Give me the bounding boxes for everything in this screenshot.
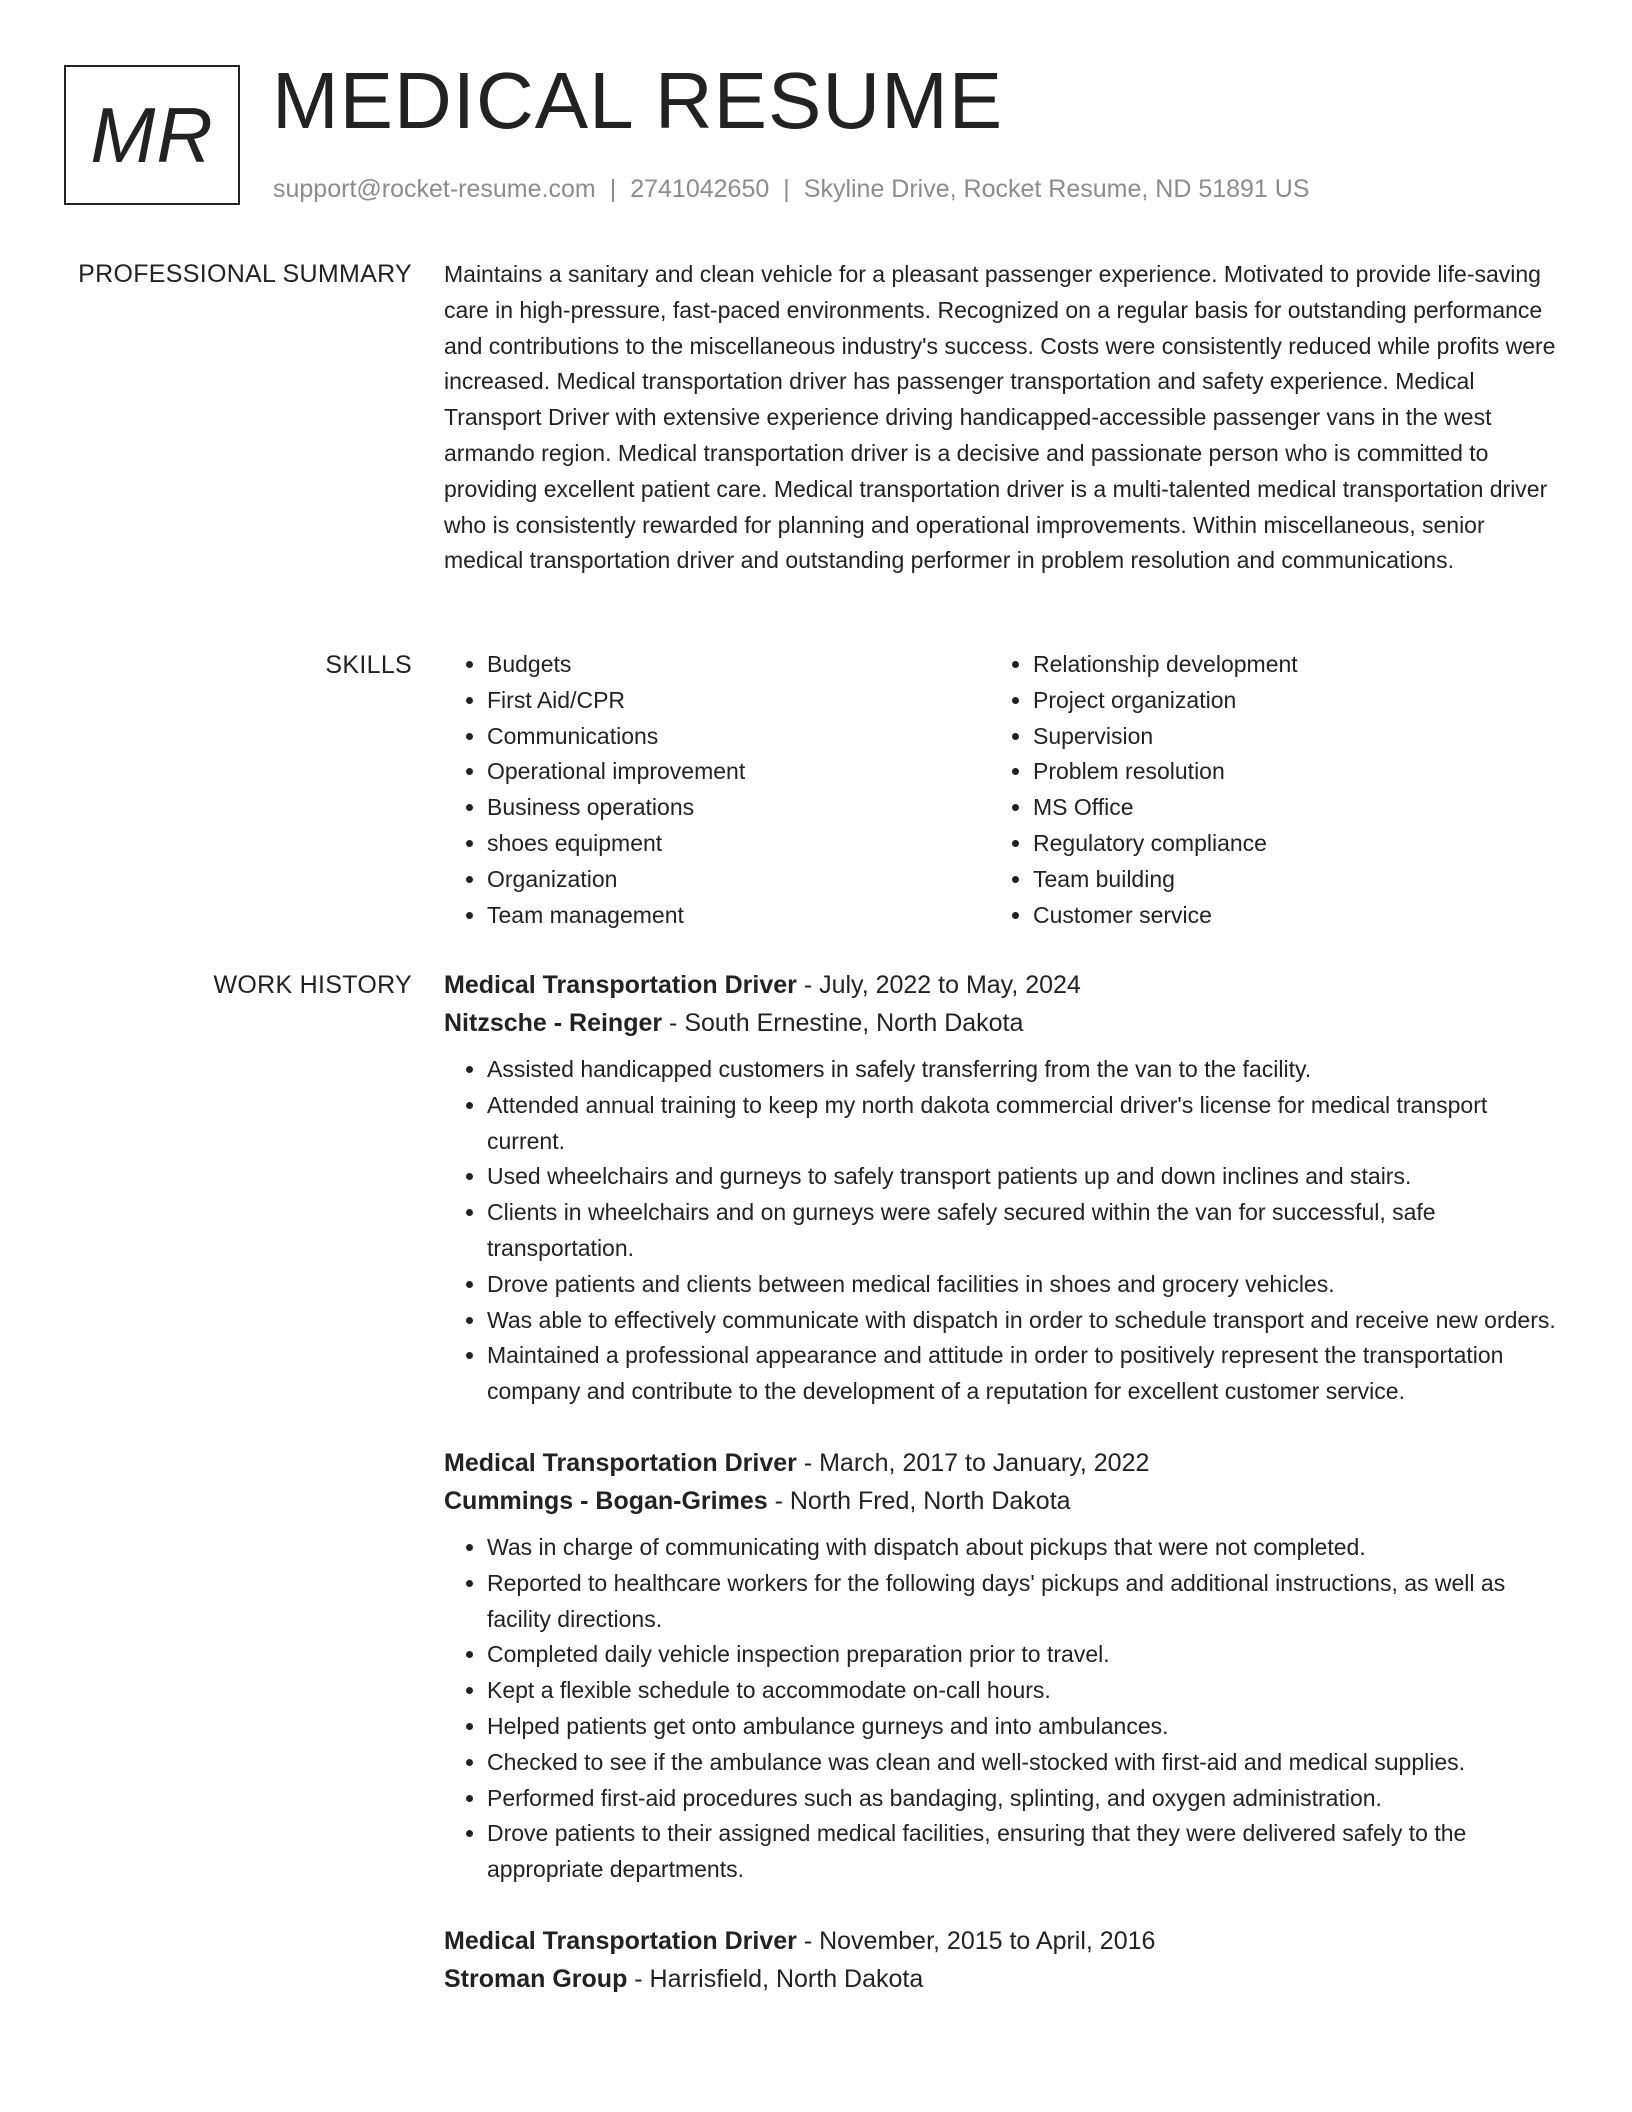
job-company-line <box>444 1004 1556 1042</box>
list-item: • Regulatory compliance <box>1033 826 1536 862</box>
section-label-work-history: WORK HISTORY <box>213 971 412 999</box>
list-item: • Supervision <box>1033 719 1536 755</box>
list-item: • Checked to see if the ambulance was clean and well-stocked with first-aid and medical supplies. <box>487 1745 1556 1781</box>
job-company-line <box>444 1482 1556 1520</box>
list-item: • Team management <box>487 898 990 934</box>
job-company: Stroman Group <box>444 1964 628 1993</box>
monogram-initials: MR <box>90 90 214 179</box>
job-title: Medical Transportation Driver <box>444 971 797 999</box>
section-skills <box>444 647 1556 933</box>
skills-column-right <box>990 647 1536 933</box>
list-item: • Drove patients to their assigned medical facilities, ensuring that they were delivered safely to the appropriate departments. <box>487 1816 1556 1888</box>
list-item: • Used wheelchairs and gurneys to safely transport patients up and down inclines and stairs. <box>487 1159 1556 1195</box>
job-company: Cummings - Bogan-Grimes <box>444 1486 768 1515</box>
list-item: • Reported to healthcare workers for the following days' pickups and additional instructions, as well as facility directions. <box>487 1566 1556 1638</box>
list-item: • First Aid/CPR <box>487 683 990 719</box>
job-company-line <box>444 1960 1556 1998</box>
list-item: • Drove patients and clients between medical facilities in shoes and grocery vehicles. <box>487 1267 1556 1303</box>
section-summary <box>444 257 1556 579</box>
list-item: • Kept a flexible schedule to accommodate on-call hours. <box>487 1673 1556 1709</box>
list-item: • Was in charge of communicating with dispatch about pickups that were not completed. <box>487 1530 1556 1566</box>
list-item: • Maintained a professional appearance and attitude in order to positively represent the transportation company and contribute to the development of a reputation for excellent customer service. <box>487 1338 1556 1410</box>
list-item: • Budgets <box>487 647 990 683</box>
job-title-line <box>444 1444 1556 1482</box>
contact-line <box>273 174 1310 204</box>
monogram-box <box>64 65 240 205</box>
job-dates: - November, 2015 to April, 2016 <box>796 1926 1156 1955</box>
contact-separator: | <box>783 175 790 203</box>
job-bullets <box>444 1052 1556 1410</box>
skills-column-left <box>444 647 990 933</box>
list-item: • Was able to effectively communicate with dispatch in order to schedule transport and receive new orders. <box>487 1303 1556 1339</box>
contact-email: support@rocket-resume.com <box>273 175 596 203</box>
list-item: • MS Office <box>1033 790 1536 826</box>
list-item: • Completed daily vehicle inspection preparation prior to travel. <box>487 1637 1556 1673</box>
job-entry <box>444 1922 1556 1998</box>
list-item: • Communications <box>487 719 990 755</box>
job-dates: - July, 2022 to May, 2024 <box>796 971 1081 999</box>
list-item: • Helped patients get onto ambulance gurneys and into ambulances. <box>487 1709 1556 1745</box>
contact-phone: 2741042650 <box>630 175 770 203</box>
job-bullets <box>444 1530 1556 1888</box>
job-title: Medical Transportation Driver <box>444 1926 797 1955</box>
skills-grid <box>444 647 1556 933</box>
contact-address: Skyline Drive, Rocket Resume, ND 51891 US <box>803 175 1310 203</box>
job-title-line <box>444 1922 1556 1960</box>
list-item: • Organization <box>487 862 990 898</box>
job-location: - Harrisfield, North Dakota <box>627 1964 924 1993</box>
list-item: • Relationship development <box>1033 647 1536 683</box>
list-item: • Customer service <box>1033 898 1536 934</box>
job-dates: - March, 2017 to January, 2022 <box>796 1448 1150 1477</box>
job-title-line <box>444 966 1556 1004</box>
list-item: • Assisted handicapped customers in safely transferring from the van to the facility. <box>487 1052 1556 1088</box>
list-item: • Project organization <box>1033 683 1536 719</box>
list-item: • Business operations <box>487 790 990 826</box>
section-label-skills: SKILLS <box>325 651 412 679</box>
section-label-summary: PROFESSIONAL SUMMARY <box>78 260 412 288</box>
list-item: • Performed first-aid procedures such as bandaging, splinting, and oxygen administration. <box>487 1781 1556 1817</box>
list-item: • Operational improvement <box>487 754 990 790</box>
summary-text: Maintains a sanitary and clean vehicle for a pleasant passenger experience. Motivated to provide life-saving care in high-pressure, fast-paced environments. Recognized on a regular basis for outstanding performance and contributions to the miscellaneous industry's success. Costs were consistently reduced while profits were increased. Medical transportation driver has passenger transportation and safety experience. Medical Transport Driver with extensive experience driving handicapped-accessible passenger vans in the west armando region. Medical transportation driver is a decisive and passionate person who is committed to providing excellent patient care. Medical transportation driver is a multi-talented medical transportation driver who is consistently rewarded for planning and operational improvements. Within miscellaneous, senior medical transportation driver and outstanding performer in problem resolution and communications. <box>444 261 1556 574</box>
list-item: • Problem resolution <box>1033 754 1536 790</box>
job-entry <box>444 966 1556 1410</box>
resume-name: MEDICAL RESUME <box>272 56 1004 145</box>
list-item: • shoes equipment <box>487 826 990 862</box>
list-item: • Clients in wheelchairs and on gurneys were safely secured within the van for successful, safe transportation. <box>487 1195 1556 1267</box>
job-entry <box>444 1444 1556 1888</box>
section-work-history <box>444 966 1556 1998</box>
list-item: • Attended annual training to keep my north dakota commercial driver's license for medical transport current. <box>487 1088 1556 1160</box>
job-location: - North Fred, North Dakota <box>767 1486 1071 1515</box>
job-title: Medical Transportation Driver <box>444 1448 797 1477</box>
list-item: • Team building <box>1033 862 1536 898</box>
contact-separator: | <box>609 175 617 203</box>
job-location: - South Ernestine, North Dakota <box>662 1009 1024 1037</box>
job-company: Nitzsche - Reinger <box>444 1009 663 1037</box>
